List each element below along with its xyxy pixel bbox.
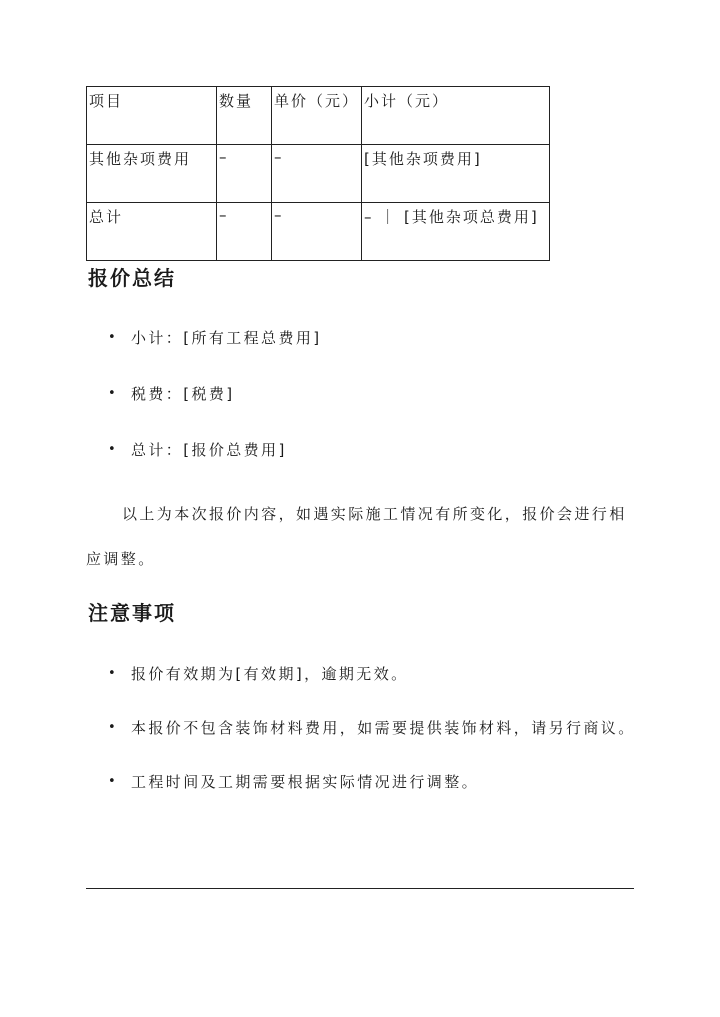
table-row [87, 203, 550, 261]
table-cell: – [217, 203, 272, 261]
summary-paragraph: 以上为本次报价内容，如遇实际施工情况有所变化，报价会进行相应调整。 [86, 505, 627, 568]
summary-heading: 报价总结 [88, 266, 176, 290]
summary-list [0, 328, 322, 496]
footer-divider [86, 888, 634, 889]
table-header-row [87, 87, 550, 145]
list-item: • 小计：[所有工程总费用] [0, 328, 322, 348]
table-cell: – [217, 145, 272, 203]
quote-table [86, 86, 550, 261]
table-header-cell: 数量 [217, 87, 272, 145]
table-header-cell: 项目 [87, 87, 217, 145]
list-item: • 工程时间及工期需要根据实际情况进行调整。 [0, 772, 640, 792]
table-cell: – [272, 145, 362, 203]
list-item: • 本报价不包含装饰材料费用，如需要提供装饰材料，请另行商议。 [0, 702, 640, 754]
list-item: • 报价有效期为[有效期]，逾期无效。 [0, 664, 640, 684]
table-cell: – ｜ [其他杂项总费用] [362, 203, 550, 261]
table-row [87, 145, 550, 203]
table-cell: 其他杂项费用 [87, 145, 217, 203]
table-header-cell: 单价（元） [272, 87, 362, 145]
table-header-cell: 小计（元） [362, 87, 550, 145]
table-cell: 总计 [87, 203, 217, 261]
list-item: • 总计：[报价总费用] [0, 440, 322, 460]
notes-heading: 注意事项 [88, 601, 176, 625]
list-item: • 税费：[税费] [0, 384, 322, 404]
table-cell: – [272, 203, 362, 261]
table-cell: [其他杂项费用] [362, 145, 550, 203]
notes-list [0, 664, 640, 826]
